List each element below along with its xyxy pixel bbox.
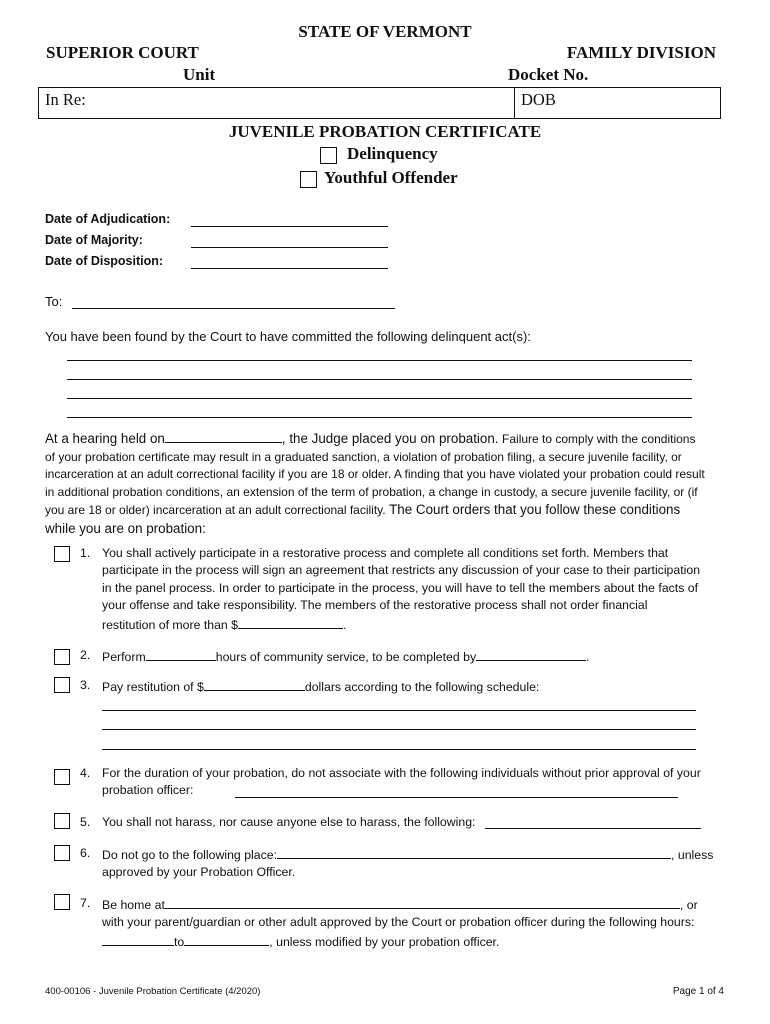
date-disposition-field[interactable] [191, 268, 388, 269]
condition-6-number: 6. [80, 846, 91, 860]
youthful-offender-checkbox[interactable] [300, 171, 317, 188]
case-box-divider [514, 88, 515, 118]
service-deadline-field[interactable] [476, 647, 586, 661]
hearing-paragraph [45, 429, 705, 538]
curfew-location-field[interactable] [165, 895, 680, 909]
schedule-line-3[interactable] [102, 749, 696, 750]
form-number: 400-00106 - Juvenile Probation Certificate (4/2020) [45, 986, 261, 997]
condition-7-number: 7. [80, 896, 91, 910]
division-name: FAMILY DIVISION [566, 43, 716, 62]
to-field[interactable] [72, 308, 395, 309]
schedule-line-1[interactable] [102, 710, 696, 711]
condition-5-number: 5. [80, 815, 91, 829]
date-adjudication-field[interactable] [191, 226, 388, 227]
condition-5-checkbox[interactable] [54, 813, 70, 829]
date-majority-field[interactable] [191, 247, 388, 248]
restitution-limit-field[interactable] [238, 615, 343, 629]
court-name: SUPERIOR COURT [46, 43, 199, 62]
delinquency-label: Delinquency [347, 144, 438, 163]
curfew-start-field[interactable] [102, 932, 174, 946]
hearing-order: The Court orders that you follow these conditions while you are on probation: [45, 502, 681, 536]
condition-2-end: . [586, 650, 590, 664]
condition-3-checkbox[interactable] [54, 677, 70, 693]
condition-2-number: 2. [80, 648, 91, 662]
condition-7-text [102, 895, 712, 951]
condition-7-end: , unless modified by your probation officer. [269, 934, 500, 949]
condition-6-text [102, 845, 727, 882]
condition-3-schedule: dollars according to the following schedule: [304, 680, 540, 694]
condition-2-middle: hours of community service, to be completed by [215, 650, 477, 664]
condition-1-text [102, 545, 702, 634]
hearing-post: , the Judge placed you on probation. [281, 431, 499, 446]
to-label: To: [45, 294, 63, 309]
condition-1-checkbox[interactable] [54, 546, 70, 562]
condition-6-checkbox[interactable] [54, 845, 70, 861]
condition-1-number: 1. [80, 546, 91, 560]
service-hours-field[interactable] [146, 647, 216, 661]
delinquency-checkbox[interactable] [320, 147, 337, 164]
condition-7-to: to [174, 934, 185, 949]
condition-6-start: Do not go to the following place: [102, 848, 278, 862]
condition-1-end: . [343, 617, 347, 632]
condition-5-text: You shall not harass, nor cause anyone else to harass, the following: [102, 815, 476, 829]
condition-3-pay: Pay restitution of $ [102, 680, 204, 694]
certificate-title: JUVENILE PROBATION CERTIFICATE [228, 122, 542, 141]
condition-7-middle: , or with your parent/guardian or other adult approved by the Court or probation officer during the following hours: [102, 898, 698, 930]
curfew-end-field[interactable] [184, 932, 269, 946]
condition-2-checkbox[interactable] [54, 649, 70, 665]
date-majority-label: Date of Majority: [45, 233, 143, 247]
prohibited-place-field[interactable] [277, 845, 671, 859]
youthful-offender-label: Youthful Offender [324, 168, 458, 187]
condition-3-text [102, 677, 702, 696]
condition-1-body: You shall actively participate in a restorative process and complete all conditions set forth. Members that participate in the process will sign an agreement that restricts any discussion of your case to their participation in the panel process. In order to participate in the process, you will have to tell the members about the facts of your offense and take responsibility. The members of the restorative process shall not order financial restitution of more than $ [102, 546, 701, 632]
delinquent-act-line-1[interactable] [67, 360, 692, 361]
hearing-warning: Failure to comply with the conditions of your probation certificate may result in a graduated sanction, a violation of probation filing, a secure juvenile facility, or incarceration at an adult correctional facility if you are 18 or older. A finding that you have violated your probation could result in additional probation conditions, an extension of the term of probation, a change in custody, a secure juvenile facility, or (if you are 18 or older) incarceration at an adult correctional facility. [45, 432, 705, 517]
condition-7-start: Be home at [102, 898, 165, 912]
dob-label: DOB [521, 90, 556, 109]
delinquent-act-line-4[interactable] [67, 417, 692, 418]
condition-7-checkbox[interactable] [54, 894, 70, 910]
unit-label: Unit [183, 65, 216, 84]
condition-3-number: 3. [80, 678, 91, 692]
restitution-amount-field[interactable] [204, 677, 305, 691]
state-heading: STATE OF VERMONT [298, 22, 472, 41]
found-statement: You have been found by the Court to have committed the following delinquent act(s): [45, 329, 531, 344]
condition-2-text [102, 647, 702, 666]
condition-2-perform: Perform [102, 650, 146, 664]
hearing-date-field[interactable] [165, 429, 282, 443]
in-re-label: In Re: [45, 90, 86, 109]
delinquent-act-line-3[interactable] [67, 398, 692, 399]
condition-4-text: For the duration of your probation, do not associate with the following individuals without prior approval of your probation officer: [102, 766, 701, 798]
page-number: Page 1 of 4 [672, 986, 724, 997]
date-adjudication-label: Date of Adjudication: [45, 212, 171, 226]
no-harass-field[interactable] [485, 828, 701, 829]
case-box [38, 87, 721, 119]
delinquent-act-line-2[interactable] [67, 379, 692, 380]
condition-4-number: 4. [80, 766, 91, 780]
no-contact-field[interactable] [235, 797, 678, 798]
hearing-pre: At a hearing held on [45, 431, 165, 446]
schedule-line-2[interactable] [102, 729, 696, 730]
condition-4-checkbox[interactable] [54, 769, 70, 785]
docket-label: Docket No. [508, 65, 589, 84]
condition-6-end: , unless approved by your Probation Officer. [102, 848, 714, 880]
date-disposition-label: Date of Disposition: [45, 254, 164, 268]
